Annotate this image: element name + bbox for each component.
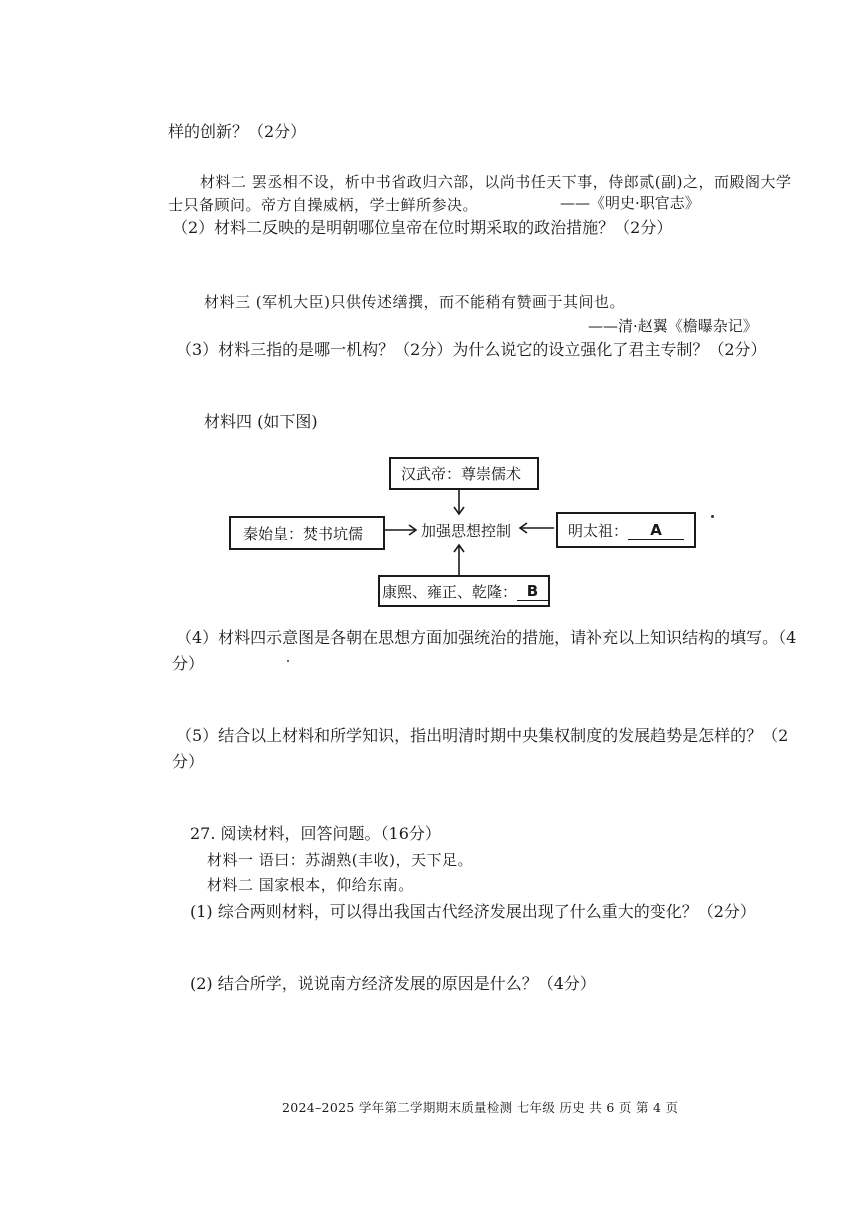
question-continuation: 样的创新？（2分） bbox=[168, 122, 307, 141]
diagram-top-text: 汉武帝：尊崇儒术 bbox=[401, 465, 522, 483]
q27-question-2: (2) 结合所学，说说南方经济发展的原因是什么？（4分） bbox=[190, 974, 596, 993]
question-2: （2）材料二反映的是明朝哪位皇帝在位时期采取的政治措施？（2分） bbox=[172, 218, 673, 237]
question-4-line-2: 分） bbox=[172, 654, 205, 673]
material-2-source: ——《明史·职官志》 bbox=[560, 194, 700, 212]
stray-dot-2 bbox=[287, 660, 289, 662]
stray-dot bbox=[711, 515, 714, 518]
diagram-center-text: 加强思想控制 bbox=[421, 522, 512, 540]
page-footer: 2024–2025 学年第二学期期末质量检测 七年级 历史 共 6 页 第 4 页 bbox=[282, 1100, 679, 1115]
q27-question-1: (1) 综合两则材料，可以得出我国古代经济发展出现了什么重大的变化？（2分） bbox=[190, 902, 756, 921]
material-4-label: 材料四 (如下图) bbox=[204, 412, 318, 431]
material-3-source: ——清·赵翼《檐曝杂记》 bbox=[588, 317, 758, 335]
question-3: （3）材料三指的是哪一机构？（2分）为什么说它的设立强化了君主专制？（2分） bbox=[176, 340, 767, 359]
q27-material-1: 材料一 语曰：苏湖熟(丰收)，天下足。 bbox=[207, 851, 473, 869]
material-2-line-2: 士只备顾问。帝方自操威柄，学士鲜所参决。 bbox=[168, 196, 479, 214]
question-27-title: 27. 阅读材料，回答问题。（16分） bbox=[190, 824, 441, 843]
question-5-line-1: （5）结合以上材料和所学知识，指出明清时期中央集权制度的发展趋势是怎样的？（2 bbox=[176, 726, 789, 745]
diagram-blank-b: B bbox=[517, 582, 548, 601]
material-3-line-1: 材料三 (军机大臣)只供传述缮撰，而不能稍有赞画于其间也。 bbox=[204, 293, 625, 311]
diagram-right-label: 明太祖： bbox=[568, 521, 629, 540]
question-4-line-1: （4）材料四示意图是各朝在思想方面加强统治的措施，请补充以上知识结构的填写。（4 bbox=[176, 628, 797, 647]
diagram-bottom-label: 康熙、雍正、乾隆： bbox=[382, 582, 518, 601]
diagram-blank-a: A bbox=[628, 521, 684, 540]
diagram-left-text: 秦始皇：焚书坑儒 bbox=[243, 524, 364, 543]
q27-material-2: 材料二 国家根本，仰给东南。 bbox=[207, 876, 414, 894]
question-5-line-2: 分） bbox=[172, 752, 205, 771]
material-2-line-1: 材料二 罢丞相不设，析中书省政归六部，以尚书任天下事，侍郎贰(副)之，而殿阁大学 bbox=[200, 173, 792, 191]
